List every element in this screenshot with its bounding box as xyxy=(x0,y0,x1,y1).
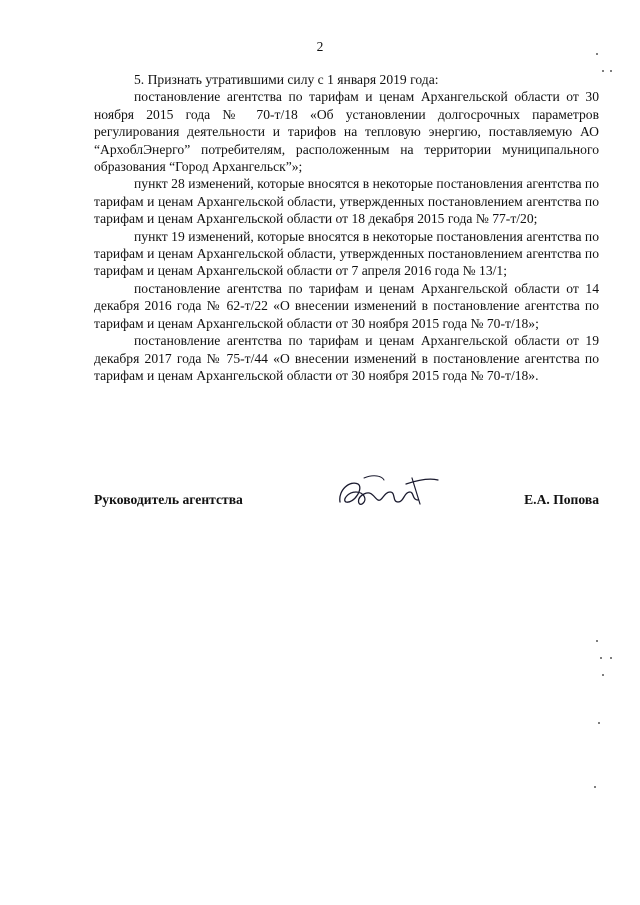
document-body xyxy=(94,71,599,384)
signer-name: Е.А. Попова xyxy=(524,492,599,507)
scan-speck xyxy=(594,786,596,788)
scan-speck xyxy=(602,70,604,72)
scan-speck xyxy=(610,657,612,659)
paragraph-item-5: 5. Признать утратившими силу с 1 января 2019 года: xyxy=(134,72,439,87)
scan-speck xyxy=(596,53,598,55)
scan-speck xyxy=(596,640,598,642)
paragraph-repeal-4: постановление агентства по тарифам и ценам Архангельской области от 14 декабря 2016 года № 62-т/22 «О внесении изменений в постановление агентства по тарифам и ценам Архангельской области от 30 ноября 2015 года № 70-т/18»; xyxy=(94,280,599,331)
page-number: 2 xyxy=(316,39,324,54)
scan-speck xyxy=(600,657,602,659)
scan-speck xyxy=(610,70,612,72)
paragraph-repeal-5: постановление агентства по тарифам и ценам Архангельской области от 19 декабря 2017 года № 75-т/44 «О внесении изменений в постановление агентства по тарифам и ценам Архангельской области от 30 ноября 2015 года № 70-т/18». xyxy=(94,333,599,383)
scan-speck xyxy=(598,722,600,724)
paragraph-repeal-2: пункт 28 изменений, которые вносятся в некоторые постановления агентства по тарифам и ценам Архангельской области, утвержденных постановлением агентства по тарифам и ценам Архангельской области от 18 декабря 2015 года № 77-т/20; xyxy=(94,176,599,227)
paragraph-repeal-3: пункт 19 изменений, которые вносятся в некоторые постановления агентства по тарифам и ценам Архангельской области, утвержденных постановлением агентства по тарифам и ценам Архангельской области от 7 апреля 2016 года № 13/1; xyxy=(94,228,599,279)
paragraph-repeal-1: постановление агентства по тарифам и ценам Архангельской области от 30 ноября 2015 года № 70-т/18 «Об установлении долгосрочных параметров регулирования деятельности и тарифов на тепловую энергию, поставляемую АО “АрхоблЭнерго” потребителям, расположенным на территории муниципального образования “Город Архангельск”»; xyxy=(94,89,599,175)
handwritten-signature-icon xyxy=(334,470,444,512)
scan-speck xyxy=(602,674,604,676)
signature-block xyxy=(94,470,599,520)
signer-title: Руководитель агентства xyxy=(94,492,243,507)
